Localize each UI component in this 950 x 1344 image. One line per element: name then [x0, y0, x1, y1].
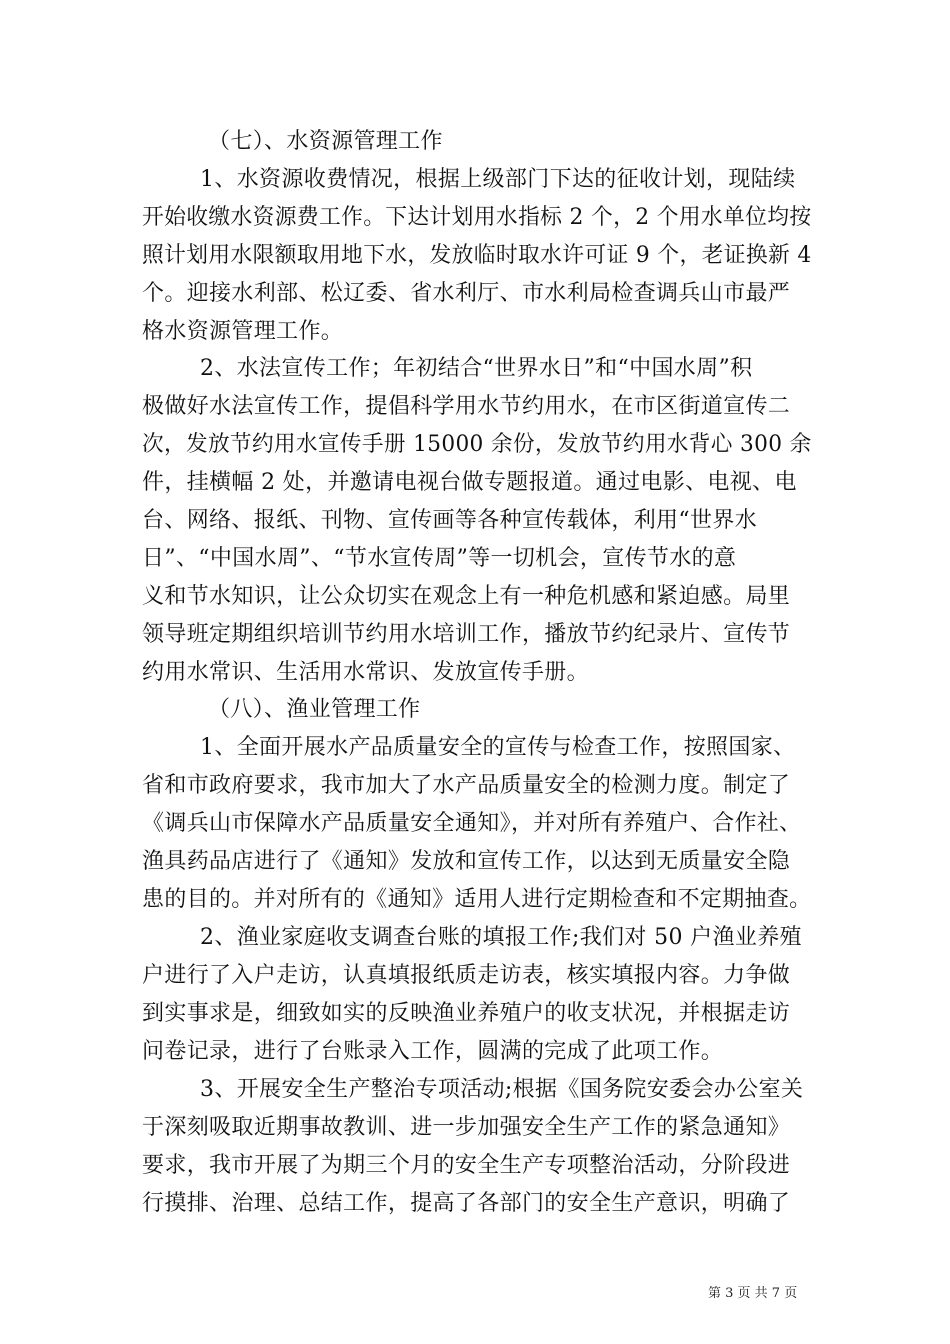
paragraph-line: 日”、“中国水周”、“节水宣传周”等一切机会，宣传节水的意 [142, 546, 737, 571]
paragraph-line: 格水资源管理工作。 [142, 319, 344, 344]
paragraph-line: 2、渔业家庭收支调查台账的填报工作;我们对 50 户渔业养殖 [200, 925, 802, 950]
paragraph-line: 于深刻吸取近期事故教训、进一步加强安全生产工作的紧急通知》 [142, 1115, 791, 1140]
paragraph-line: 患的目的。并对所有的《通知》适用人进行定期检查和不定期抽查。 [142, 887, 812, 912]
section-heading-8: （八）、渔业管理工作 [208, 697, 421, 722]
section-heading-7: （七）、水资源管理工作 [208, 129, 443, 154]
paragraph-line: 3、开展安全生产整治专项活动;根据《国务院安委会办公室关 [200, 1077, 804, 1102]
paragraph-line: 件，挂横幅 2 处，并邀请电视台做专题报道。通过电影、电视、电 [142, 470, 797, 495]
paragraph-line: 义和节水知识，让公众切实在观念上有一种危机感和紧迫感。局里 [142, 584, 791, 609]
paragraph-line: 1、水资源收费情况，根据上级部门下达的征收计划，现陆续 [200, 167, 796, 192]
paragraph-line: 省和市政府要求，我市加大了水产品质量安全的检测力度。制定了 [142, 773, 791, 798]
paragraph-line: 问卷记录，进行了台账录入工作，圆满的完成了此项工作。 [142, 1039, 724, 1064]
paragraph-line: 户进行了入户走访，认真填报纸质走访表，核实填报内容。力争做 [142, 963, 791, 988]
paragraph-line: 2、水法宣传工作；年初结合“世界水日”和“中国水周”积 [200, 356, 753, 381]
page-number: 第 3 页 共 7 页 [708, 1286, 798, 1301]
paragraph-line: 个。迎接水利部、松辽委、省水利厅、市水利局检查调兵山市最严 [142, 281, 791, 306]
paragraph-line: 1、全面开展水产品质量安全的宣传与检查工作，按照国家、 [200, 735, 796, 760]
paragraph-line: 要求，我市开展了为期三个月的安全生产专项整治活动，分阶段进 [142, 1153, 791, 1178]
paragraph-line: 《调兵山市保障水产品质量安全通知》，并对所有养殖户、合作社、 [142, 811, 802, 836]
paragraph-line: 行摸排、治理、总结工作，提高了各部门的安全生产意识，明确了 [142, 1191, 791, 1216]
paragraph-line: 开始收缴水资源费工作。下达计划用水指标 2 个，2 个用水单位均按 [142, 205, 812, 230]
paragraph-line: 极做好水法宣传工作，提倡科学用水节约用水，在市区街道宣传二 [142, 394, 791, 419]
paragraph-line: 约用水常识、生活用水常识、发放宣传手册。 [142, 660, 590, 685]
paragraph-line: 渔具药品店进行了《通知》发放和宣传工作，以达到无质量安全隐 [142, 849, 791, 874]
paragraph-line: 到实事求是，细致如实的反映渔业养殖户的收支状况，并根据走访 [142, 1001, 791, 1026]
paragraph-line: 次，发放节约用水宣传手册 15000 余份，发放节约用水背心 300 余 [142, 432, 812, 457]
paragraph-line: 照计划用水限额取用地下水，发放临时取水许可证 9 个，老证换新 4 [142, 243, 812, 268]
paragraph-line: 领导班定期组织培训节约用水培训工作，播放节约纪录片、宣传节 [142, 622, 791, 647]
paragraph-line: 台、网络、报纸、刊物、宣传画等各种宣传载体，利用“世界水 [142, 508, 758, 533]
